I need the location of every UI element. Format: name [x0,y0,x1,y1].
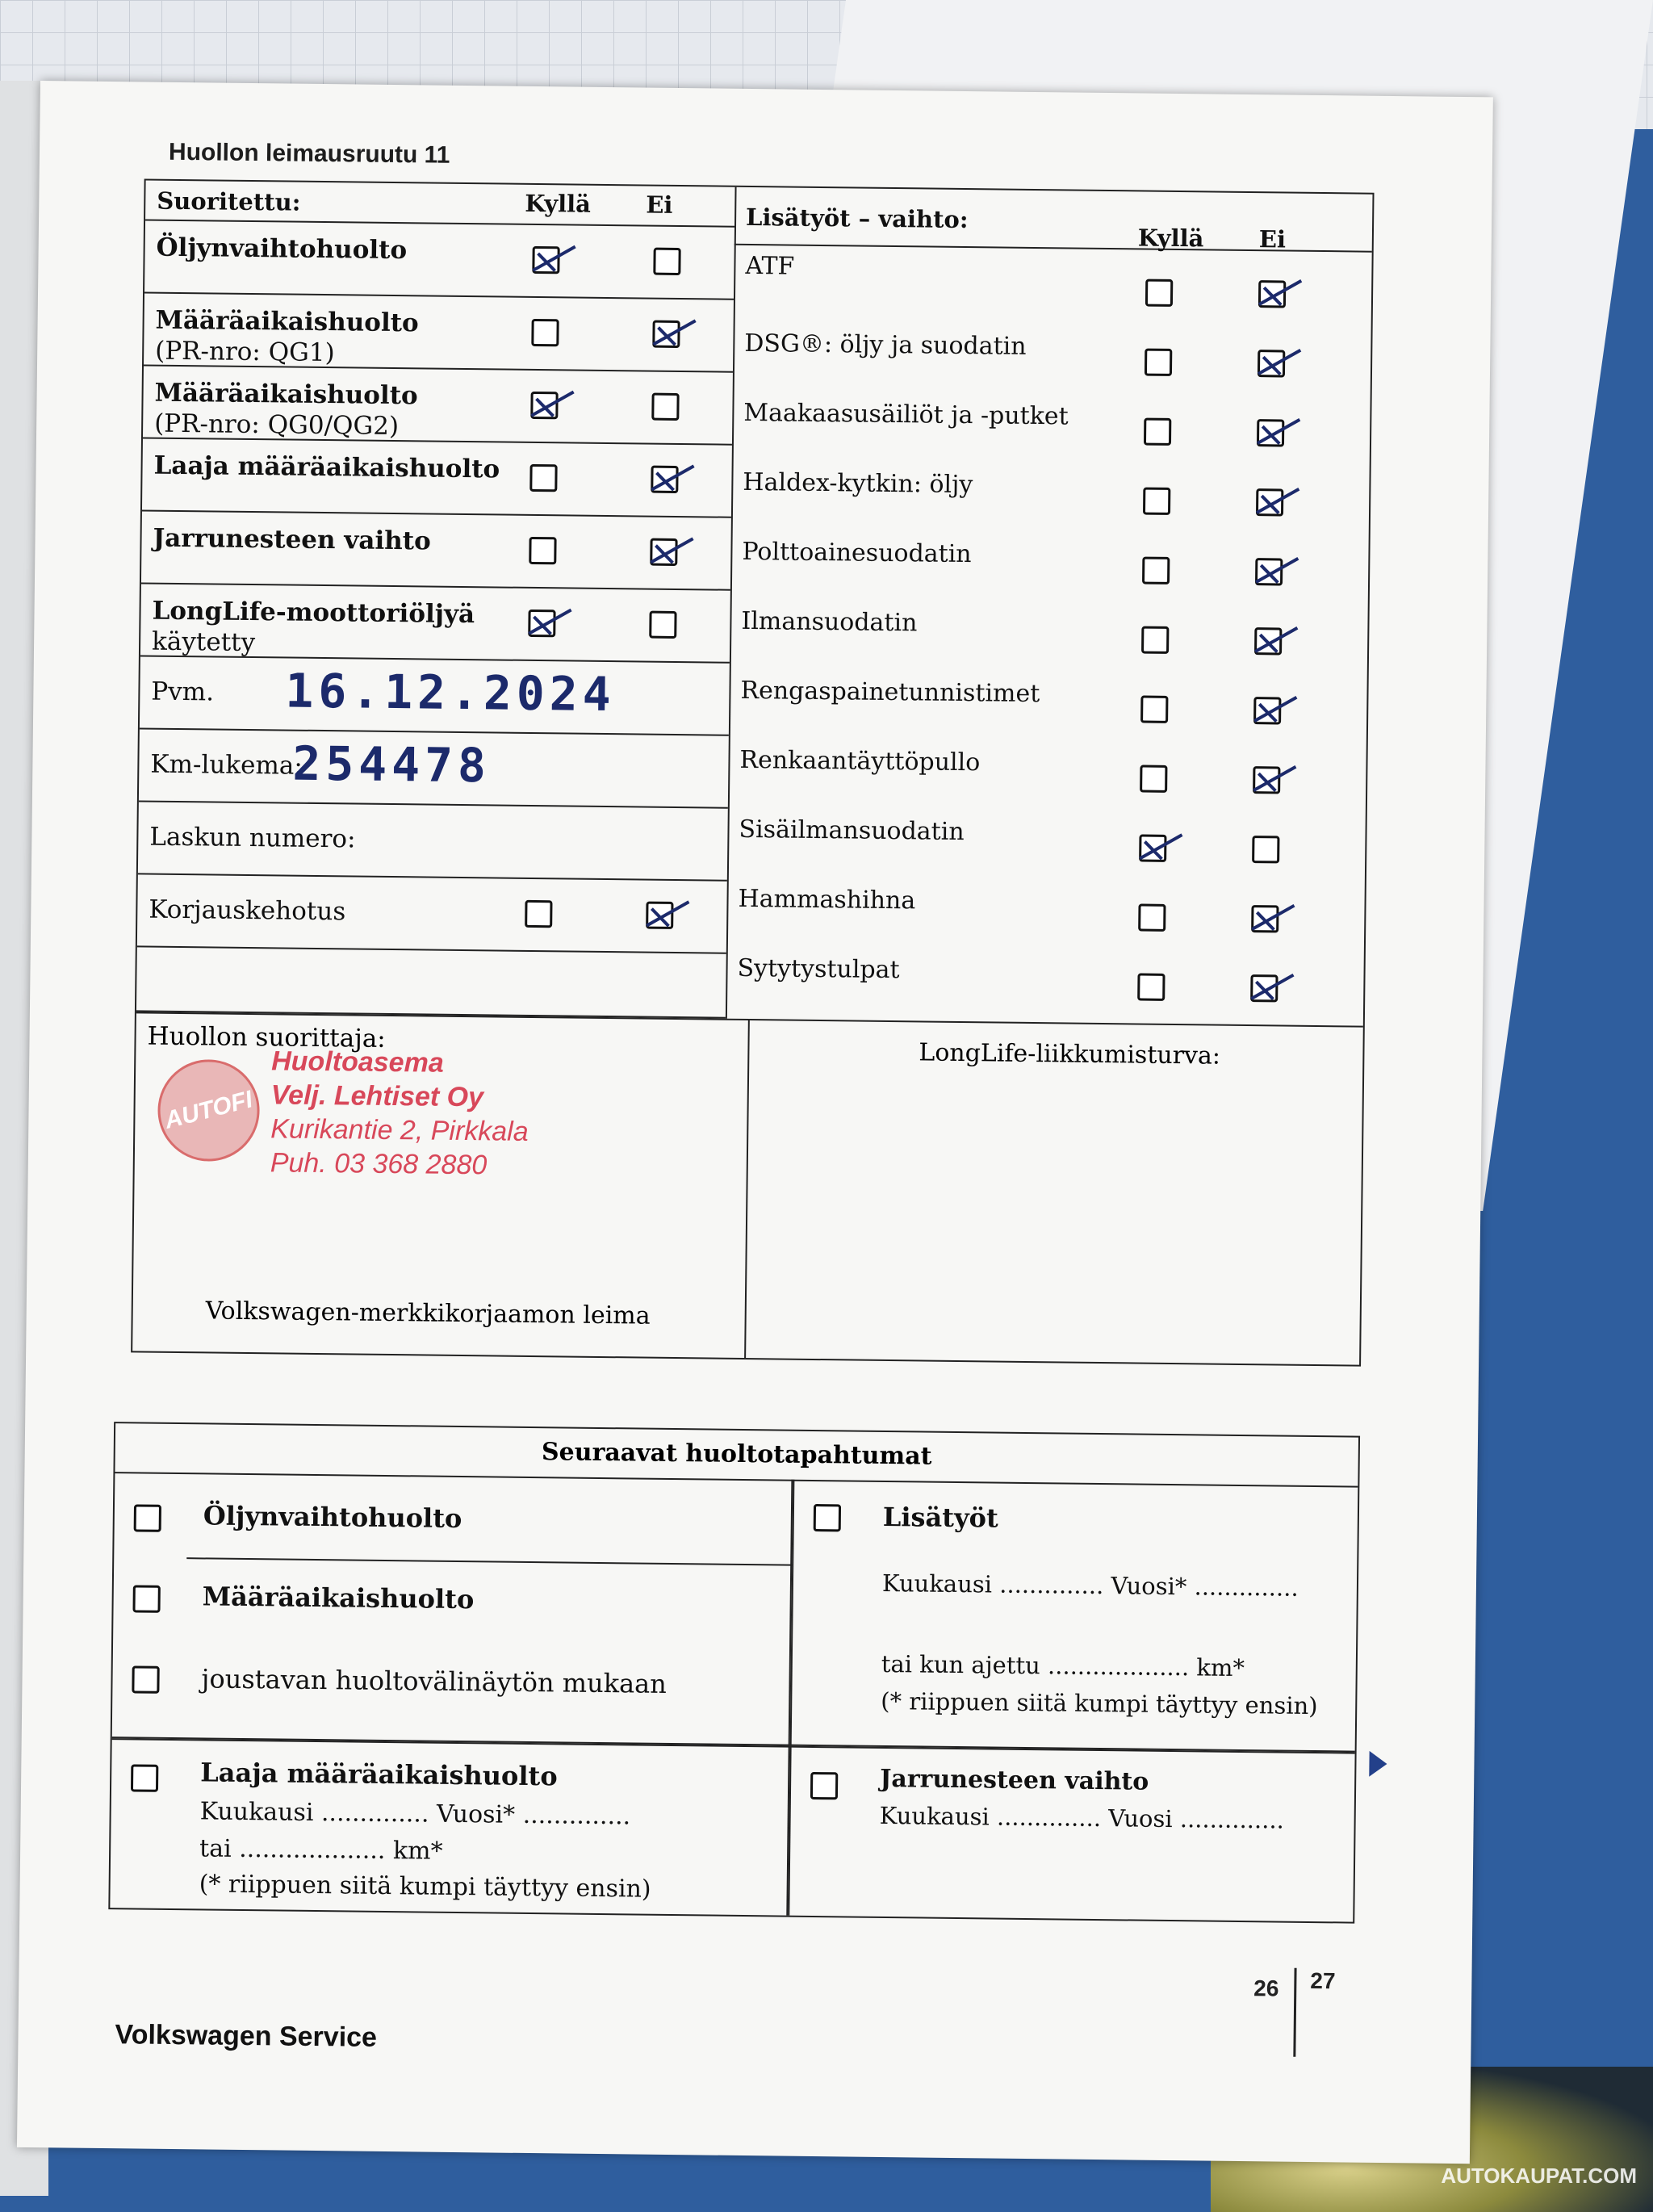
extra-work-row [728,738,1366,815]
extra-work-row [726,877,1365,953]
completed-row-label [155,305,419,370]
next-services-header: Seuraavat huoltotapahtumat [115,1423,1358,1487]
extra-work-label: Maakaasusäiliöt ja -putket [743,398,1069,431]
extra-work-label: DSG®: öljy ja suodatin [744,329,1027,361]
completed-row-title: Määräaikaishuolto [155,305,419,338]
extra-header: Lisätyöt – vaihto: [745,203,969,234]
service-booklet-page [17,81,1493,2164]
extra-no-checkbox[interactable] [1253,697,1281,724]
completed-yes-checkbox[interactable] [530,392,558,419]
extra-no-checkbox[interactable] [1253,766,1280,794]
completed-row-label [152,596,475,661]
extra-work-label: Rengaspainetunnistimet [740,676,1040,709]
extra-yes-checkbox[interactable] [1142,557,1170,584]
next-extra-month: Kuukausi .............. Vuosi* .............. [881,1569,1299,1602]
extra-work-row [732,391,1371,467]
extra-no-checkbox[interactable] [1258,350,1285,377]
extra-yes-checkbox[interactable] [1145,349,1172,376]
page-divider [1293,1968,1296,2057]
extra-yes-checkbox[interactable] [1144,418,1171,446]
service-stamp-box [131,178,1374,1366]
completed-row [141,511,731,590]
completed-row-sub: (PR-nro: QG1) [155,336,335,368]
extra-work-row [729,668,1367,745]
next-large-month: Kuukausi .............. Vuosi* .............. [199,1797,631,1831]
extra-work-label: Hammashihna [738,884,916,915]
next-extra-checkbox[interactable] [814,1504,841,1531]
next-services-box [108,1422,1360,1923]
km-value: 254478 [292,735,492,794]
col-yes-label: Kyllä [525,189,592,218]
page-number-left: 26 [1253,1975,1279,2001]
next-brake-month: Kuukausi .............. Vuosi .............. [879,1801,1285,1834]
extra-work-column [726,187,1373,1026]
next-extra-label: Lisätyöt [882,1501,998,1534]
extra-no-checkbox[interactable] [1258,280,1286,308]
next-extra-note: (* riippuen siitä kumpi täyttyy ensin) [881,1686,1318,1720]
completed-header: Suoritettu: [157,186,301,216]
next-large-label: Laaja määräaikaishuolto [200,1757,558,1792]
extra-work-label: Renkaantäyttöpullo [739,745,981,777]
stamp-line-2: Velj. Lehtiset Oy [270,1079,484,1113]
stamp-line-3: Kurikantie 2, Pirkkala [270,1113,529,1147]
completed-no-checkbox[interactable] [651,466,678,493]
extra-work-row [726,946,1364,1023]
extra-yes-checkbox[interactable] [1139,835,1166,862]
next-large-note: (* riippuen siitä kumpi täyttyy ensin) [199,1870,651,1904]
completed-row [144,220,734,300]
completed-no-checkbox[interactable] [652,320,680,348]
completed-row [140,584,730,663]
completed-row-label [156,233,407,266]
next-large-checkbox[interactable] [131,1764,158,1791]
stamp-line-4: Puh. 03 368 2880 [270,1147,488,1181]
km-row [139,729,729,808]
extra-no-checkbox[interactable] [1254,627,1282,655]
next-flexible-checkbox[interactable] [132,1665,159,1693]
date-row [140,656,730,735]
completed-yes-checkbox[interactable] [529,464,557,492]
completed-yes-checkbox[interactable] [532,246,559,274]
extra-work-label: Polttoainesuodatin [742,537,972,569]
extra-work-label: Sytytystulpat [737,953,900,985]
completed-no-checkbox[interactable] [653,248,680,275]
next-left-block [112,1472,793,1746]
next-brake-block [788,1746,1354,1922]
completed-yes-checkbox[interactable] [531,319,559,346]
longlife-label: LongLife-liikkumisturva: [919,1038,1221,1070]
dealer-stamp [270,1044,529,1183]
extra-work-row [731,460,1370,537]
empty-row [136,947,726,1018]
completed-row [142,438,732,517]
completed-row-title: Määräaikaishuolto [154,378,418,411]
page-number-right: 27 [1310,1968,1336,1994]
next-periodic-checkbox[interactable] [132,1585,160,1612]
next-extra-km: tai kun ajettu ................... km* [881,1649,1245,1682]
next-large-block [110,1738,789,1916]
extra-work-label: Haldex-kytkin: öljy [743,467,973,500]
extra-work-row [730,530,1369,606]
extra-no-checkbox[interactable] [1256,488,1283,516]
km-label: Km-lukema: [150,749,303,781]
extra-work-row [733,321,1371,398]
extra-yes-checkbox[interactable] [1140,696,1168,723]
completed-row-sub: (PR-nro: QG0/QG2) [153,408,400,442]
repair-yes-checkbox[interactable] [525,900,552,928]
completed-column [136,180,737,1018]
extra-work-row [730,599,1368,676]
extra-work-label: Sisäilmansuodatin [739,815,965,847]
completed-no-checkbox[interactable] [650,538,677,566]
completed-yes-checkbox[interactable] [528,610,555,637]
page-title: Huollon leimausruutu 11 [168,138,450,169]
next-oil-checkbox[interactable] [134,1504,161,1531]
next-brake-label: Jarrunesteen vaihto [880,1764,1149,1796]
completed-row [144,293,734,372]
performer-label: Huollon suorittaja: [147,1021,386,1054]
completed-row-label [154,378,418,442]
extra-work-label: Ilmansuodatin [741,606,918,638]
repair-label: Korjauskehotus [149,894,346,927]
extra-work-row [727,807,1366,884]
date-value: 16.12.2024 [285,663,617,723]
completed-no-checkbox[interactable] [649,611,676,639]
completed-row-label [153,450,500,485]
completed-no-checkbox[interactable] [651,393,679,421]
completed-row-title: LongLife-moottoriöljyä [152,596,475,630]
dealer-stamp-logo: AUTOFI [147,1049,270,1172]
watermark: AUTOKAUPAT.COM [1441,2164,1637,2188]
next-page-arrow-icon [1369,1751,1387,1777]
extra-yes-checkbox[interactable] [1141,626,1169,654]
extra-work-label: ATF [745,251,795,281]
completed-row [143,366,733,445]
next-large-km: tai ................... km* [199,1834,443,1866]
completed-row-sub: käytetty [151,626,256,658]
extra-no-checkbox[interactable] [1251,905,1278,932]
longlife-box [746,1019,1363,1365]
completed-header-row [145,180,735,227]
invoice-row [138,802,728,881]
extra-header-row [734,195,1373,253]
next-flexible-label: joustavan huoltovälinäytön mukaan [201,1663,667,1699]
repair-row [137,874,727,953]
extra-work-row [734,252,1372,329]
next-oil-label: Öljynvaihtohuolto [203,1500,462,1535]
completed-yes-checkbox[interactable] [529,537,556,564]
completed-row-label [153,523,431,557]
extra-yes-checkbox[interactable] [1137,973,1165,1000]
completed-row-title: Öljynvaihtohuolto [156,233,408,266]
extra-no-checkbox[interactable] [1257,419,1284,446]
extra-no-checkbox[interactable] [1250,974,1278,1002]
next-periodic-label: Määräaikaishuolto [202,1581,475,1615]
extra-col-yes: Kyllä [1137,224,1204,253]
next-brake-checkbox[interactable] [810,1772,838,1799]
repair-no-checkbox[interactable] [646,902,673,929]
extra-yes-checkbox[interactable] [1140,765,1167,793]
completed-row-title: Laaja määräaikaishuolto [153,450,500,484]
stamp-caption: Volkswagen-merkkikorjaamon leima [205,1297,651,1330]
extra-no-checkbox[interactable] [1255,558,1283,585]
extra-yes-checkbox[interactable] [1143,488,1170,515]
footer-brand: Volkswagen Service [115,2019,378,2053]
extra-yes-checkbox[interactable] [1138,903,1165,931]
completed-row-title: Jarrunesteen vaihto [153,523,431,556]
extra-yes-checkbox[interactable] [1145,279,1173,307]
col-no-label: Ei [646,191,673,219]
stamp-line-1: Huoltoasema [271,1045,444,1079]
extra-no-checkbox[interactable] [1252,836,1279,863]
date-label: Pvm. [151,677,215,707]
extra-col-no: Ei [1258,225,1287,253]
invoice-label: Laskun numero: [149,822,356,854]
next-extra-block [790,1480,1358,1753]
